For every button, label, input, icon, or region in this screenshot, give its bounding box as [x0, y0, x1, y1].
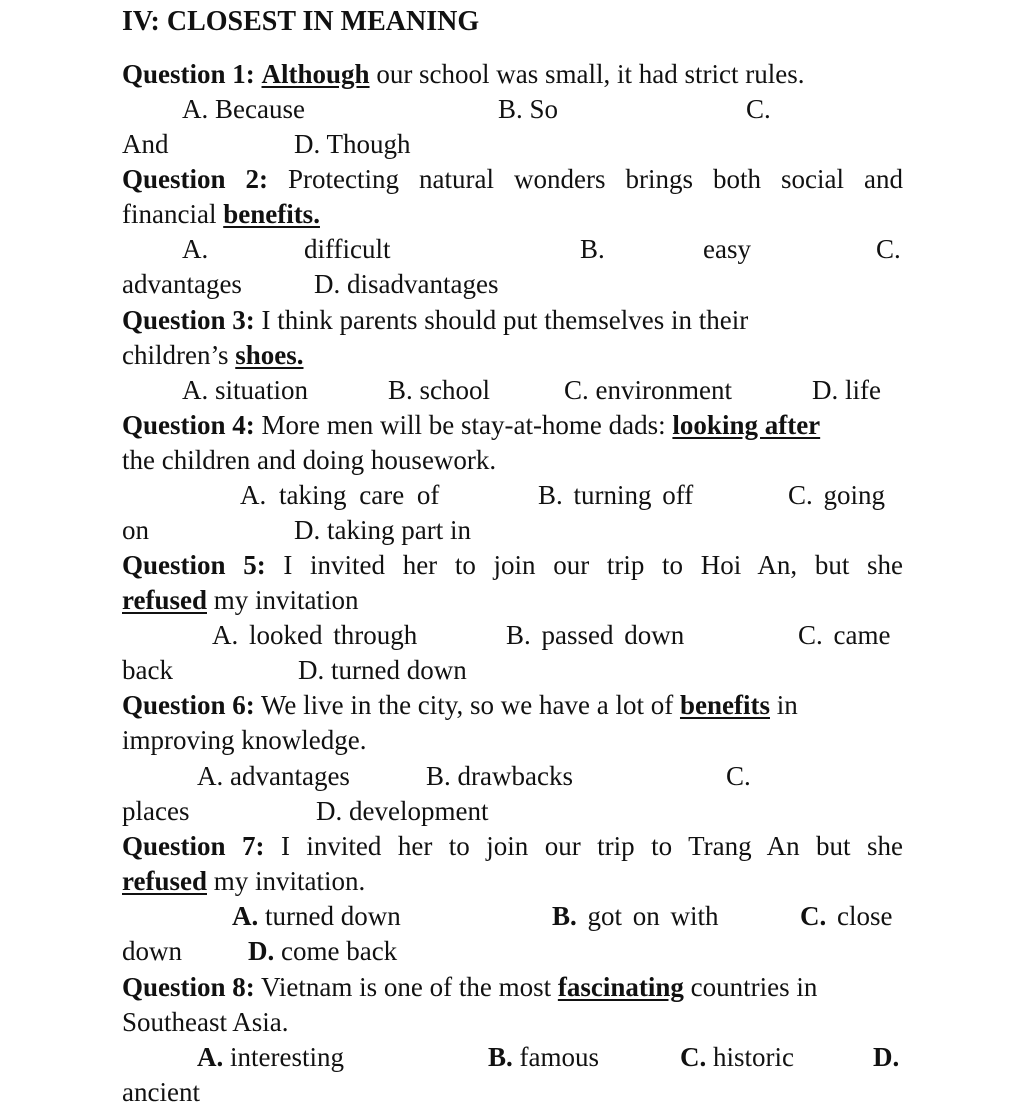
question-8-option-c: C. historic	[680, 1042, 794, 1072]
question-3-label: Question 3:	[122, 305, 255, 335]
question-2-option-c-cont: advantages	[122, 269, 242, 299]
question-6-option-a: A. advantages	[197, 761, 350, 791]
question-1-stem: Question 1: Although our school was small, it had strict rules.	[122, 59, 805, 89]
question-2-option-a-text: difficult	[304, 234, 391, 264]
question-1-option-b: B. So	[498, 94, 559, 124]
question-6-option-d: D. development	[316, 796, 489, 826]
question-2-label: Question 2:	[122, 164, 269, 194]
question-3-option-b: B. school	[388, 375, 491, 405]
question-3-option-d: D. life	[812, 375, 881, 405]
question-8-stem: Question 8: Vietnam is one of the most fascinating countries in	[122, 972, 818, 1002]
question-5-option-a: A. looked through	[212, 620, 418, 650]
question-2-keyword: benefits.	[223, 199, 320, 229]
question-2-option-c: C.	[876, 234, 901, 264]
question-4-option-a: A. taking care of	[240, 480, 440, 510]
question-5-option-c-cont: back	[122, 655, 173, 685]
question-4-label: Question 4:	[122, 410, 255, 440]
question-7-option-c: C. close	[800, 901, 893, 931]
question-4-stem-cont: the children and doing housework.	[122, 445, 497, 475]
question-4-option-c-cont: on	[122, 515, 149, 545]
section-title: IV: CLOSEST IN MEANING	[122, 6, 480, 37]
question-2-stem: Question 2: Protecting natural wonders brings both social and	[122, 164, 903, 194]
question-6-stem: Question 6: We live in the city, so we have a lot of benefits in	[122, 690, 798, 720]
question-6-label: Question 6:	[122, 690, 255, 720]
question-5-label: Question 5:	[122, 550, 266, 580]
question-1-option-c-cont: And	[122, 129, 169, 159]
question-2-stem-cont: financial benefits.	[122, 199, 320, 229]
question-1-option-d: D. Though	[294, 129, 411, 159]
question-5-option-c: C. came	[798, 620, 891, 650]
question-2-option-d: D. disadvantages	[314, 269, 499, 299]
question-4-stem: Question 4: More men will be stay-at-home dads: looking after	[122, 410, 821, 440]
question-7-option-b: B. got on with	[552, 901, 719, 931]
question-1-label: Question 1:	[122, 59, 255, 89]
question-3-option-c: C. environment	[564, 375, 732, 405]
question-3-stem: Question 3: I think parents should put themselves in their	[122, 305, 749, 335]
question-2-option-a: A.	[182, 234, 209, 264]
question-7-option-a: A. turned down	[232, 901, 401, 931]
question-6-option-b: B. drawbacks	[426, 761, 573, 791]
question-6-keyword: benefits	[679, 690, 770, 720]
question-5-option-b: B. passed down	[506, 620, 685, 650]
question-7-keyword: refused	[122, 866, 207, 896]
question-6-option-c: C.	[726, 761, 751, 791]
question-5-keyword: refused	[122, 585, 207, 615]
question-6-stem-cont: improving knowledge.	[122, 725, 367, 755]
question-4-option-d: D. taking part in	[294, 515, 471, 545]
question-1-option-c: C.	[746, 94, 771, 124]
question-7-stem: Question 7: I invited her to join our trip to Trang An but she	[122, 831, 904, 861]
question-5-stem-cont: refused my invitation	[122, 585, 359, 615]
question-6-option-c-cont: places	[122, 796, 190, 826]
question-7-stem-cont: refused my invitation.	[122, 866, 366, 896]
question-8-keyword: fascinating	[557, 972, 684, 1002]
question-7-option-c-cont: down	[122, 936, 182, 966]
question-3-option-a: A. situation	[182, 375, 308, 405]
question-2-option-b: B.	[580, 234, 605, 264]
question-4-keyword: looking after	[672, 410, 821, 440]
question-4-option-c: C. going	[788, 480, 886, 510]
question-3-keyword: shoes.	[235, 340, 304, 370]
question-7-option-d: D. come back	[248, 936, 398, 966]
question-1-option-a: A. Because	[182, 94, 305, 124]
question-5-option-d: D. turned down	[298, 655, 467, 685]
question-8-label: Question 8:	[122, 972, 255, 1002]
question-8-option-d-cont: ancient	[122, 1077, 200, 1107]
question-5-stem: Question 5: I invited her to join our trip to Hoi An, but she	[122, 550, 903, 580]
question-8-option-b: B. famous	[488, 1042, 599, 1072]
question-3-stem-cont: children’s shoes.	[122, 340, 304, 370]
question-7-label: Question 7:	[122, 831, 265, 861]
question-2-option-b-text: easy	[703, 234, 751, 264]
question-8-stem-cont: Southeast Asia.	[122, 1007, 289, 1037]
question-8-option-d: D.	[873, 1042, 900, 1072]
question-4-option-b: B. turning off	[538, 480, 694, 510]
question-8-option-a: A. interesting	[197, 1042, 344, 1072]
question-1-keyword: Although	[261, 59, 370, 89]
